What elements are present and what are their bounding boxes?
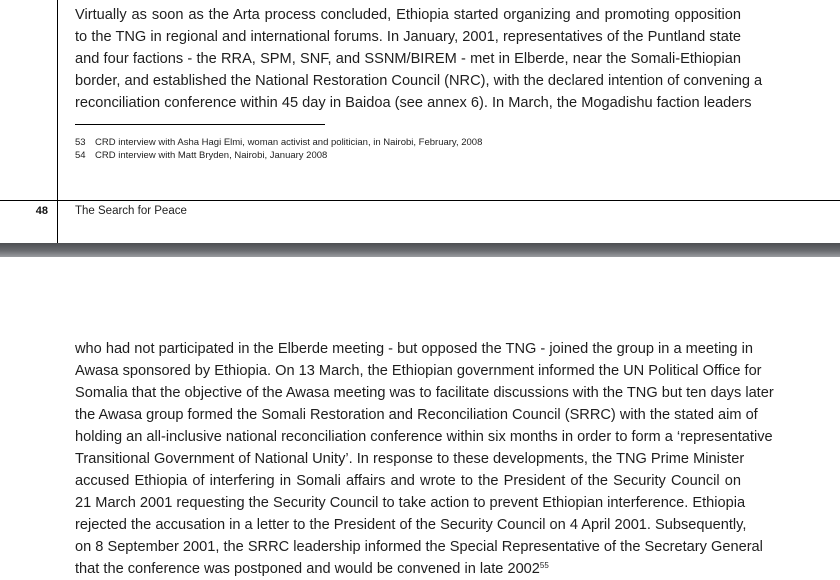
text-line: on 8 September 2001, the SRRC leadership informed the Special Representative of the Secretary General (75, 539, 763, 555)
margin-rule (57, 0, 58, 243)
body-paragraph-bottom (75, 338, 774, 580)
document-page-top (0, 0, 840, 243)
text-line: and four factions - the RRA, SPM, SNF, and SSNM/BIREM - met in Elberde, near the Somali-Ethiopian (75, 51, 741, 67)
body-paragraph-top (75, 4, 763, 114)
document-page-bottom (0, 257, 840, 577)
footnote-text: CRD interview with Matt Bryden, Nairobi, January 2008 (95, 150, 328, 161)
text-line: who had not participated in the Elberde meeting - but opposed the TNG - joined the group in a meeting in (75, 341, 753, 357)
text-line: 21 March 2001 requesting the Security Council to take action to prevent Ethiopian interference. Ethiopia (75, 495, 746, 511)
running-title: The Search for Peace (75, 205, 187, 217)
footnote (75, 150, 327, 161)
text-line: reconciliation conference within 45 day in Baidoa (see annex 6). In March, the Mogadishu faction leaders (75, 95, 752, 111)
text-line: rejected the accusation in a letter to the President of the Security Council on 4 April 2001. Subsequently, (75, 517, 747, 533)
text-line (75, 558, 741, 580)
footnote-number: 54 (75, 150, 86, 161)
text-line: Somalia that the objective of the Awasa meeting was to facilitate discussions with the TNG but ten days later (75, 385, 774, 401)
footnote-separator (75, 124, 325, 125)
text-line: Transitional Government of National Unity’. In response to these developments, the TNG Prime Minister (75, 451, 745, 467)
text-line: to the TNG in regional and international forums. In January, 2001, representatives of the Puntland state (75, 29, 741, 45)
text-line: border, and established the National Restoration Council (NRC), with the declared intention of convening a (75, 73, 763, 89)
text-line: the Awasa group formed the Somali Restoration and Reconciliation Council (SRRC) with the stated aim of (75, 407, 758, 423)
footer-rule (0, 200, 840, 201)
text-line: accused Ethiopia of interfering in Somali affairs and wrote to the President of the Security Council on (75, 473, 741, 489)
page-gap (0, 243, 840, 257)
text-line: holding an all-inclusive national reconciliation conference within six months in order to form a ‘representative (75, 429, 773, 445)
text-line-content: that the conference was postponed and would be convened in late 2002 (75, 561, 540, 577)
page-number: 48 (35, 205, 48, 217)
text-line: Awasa sponsored by Ethiopia. On 13 March, the Ethiopian government informed the UN Political Office for (75, 363, 762, 379)
footnote-number: 53 (75, 137, 86, 148)
text-line: Virtually as soon as the Arta process concluded, Ethiopia started organizing and promoting opposition (75, 7, 741, 23)
footnote (75, 137, 482, 148)
footnote-reference[interactable]: 55 (539, 561, 549, 570)
footnote-text: CRD interview with Asha Hagi Elmi, woman activist and politician, in Nairobi, February, 2008 (95, 137, 483, 148)
